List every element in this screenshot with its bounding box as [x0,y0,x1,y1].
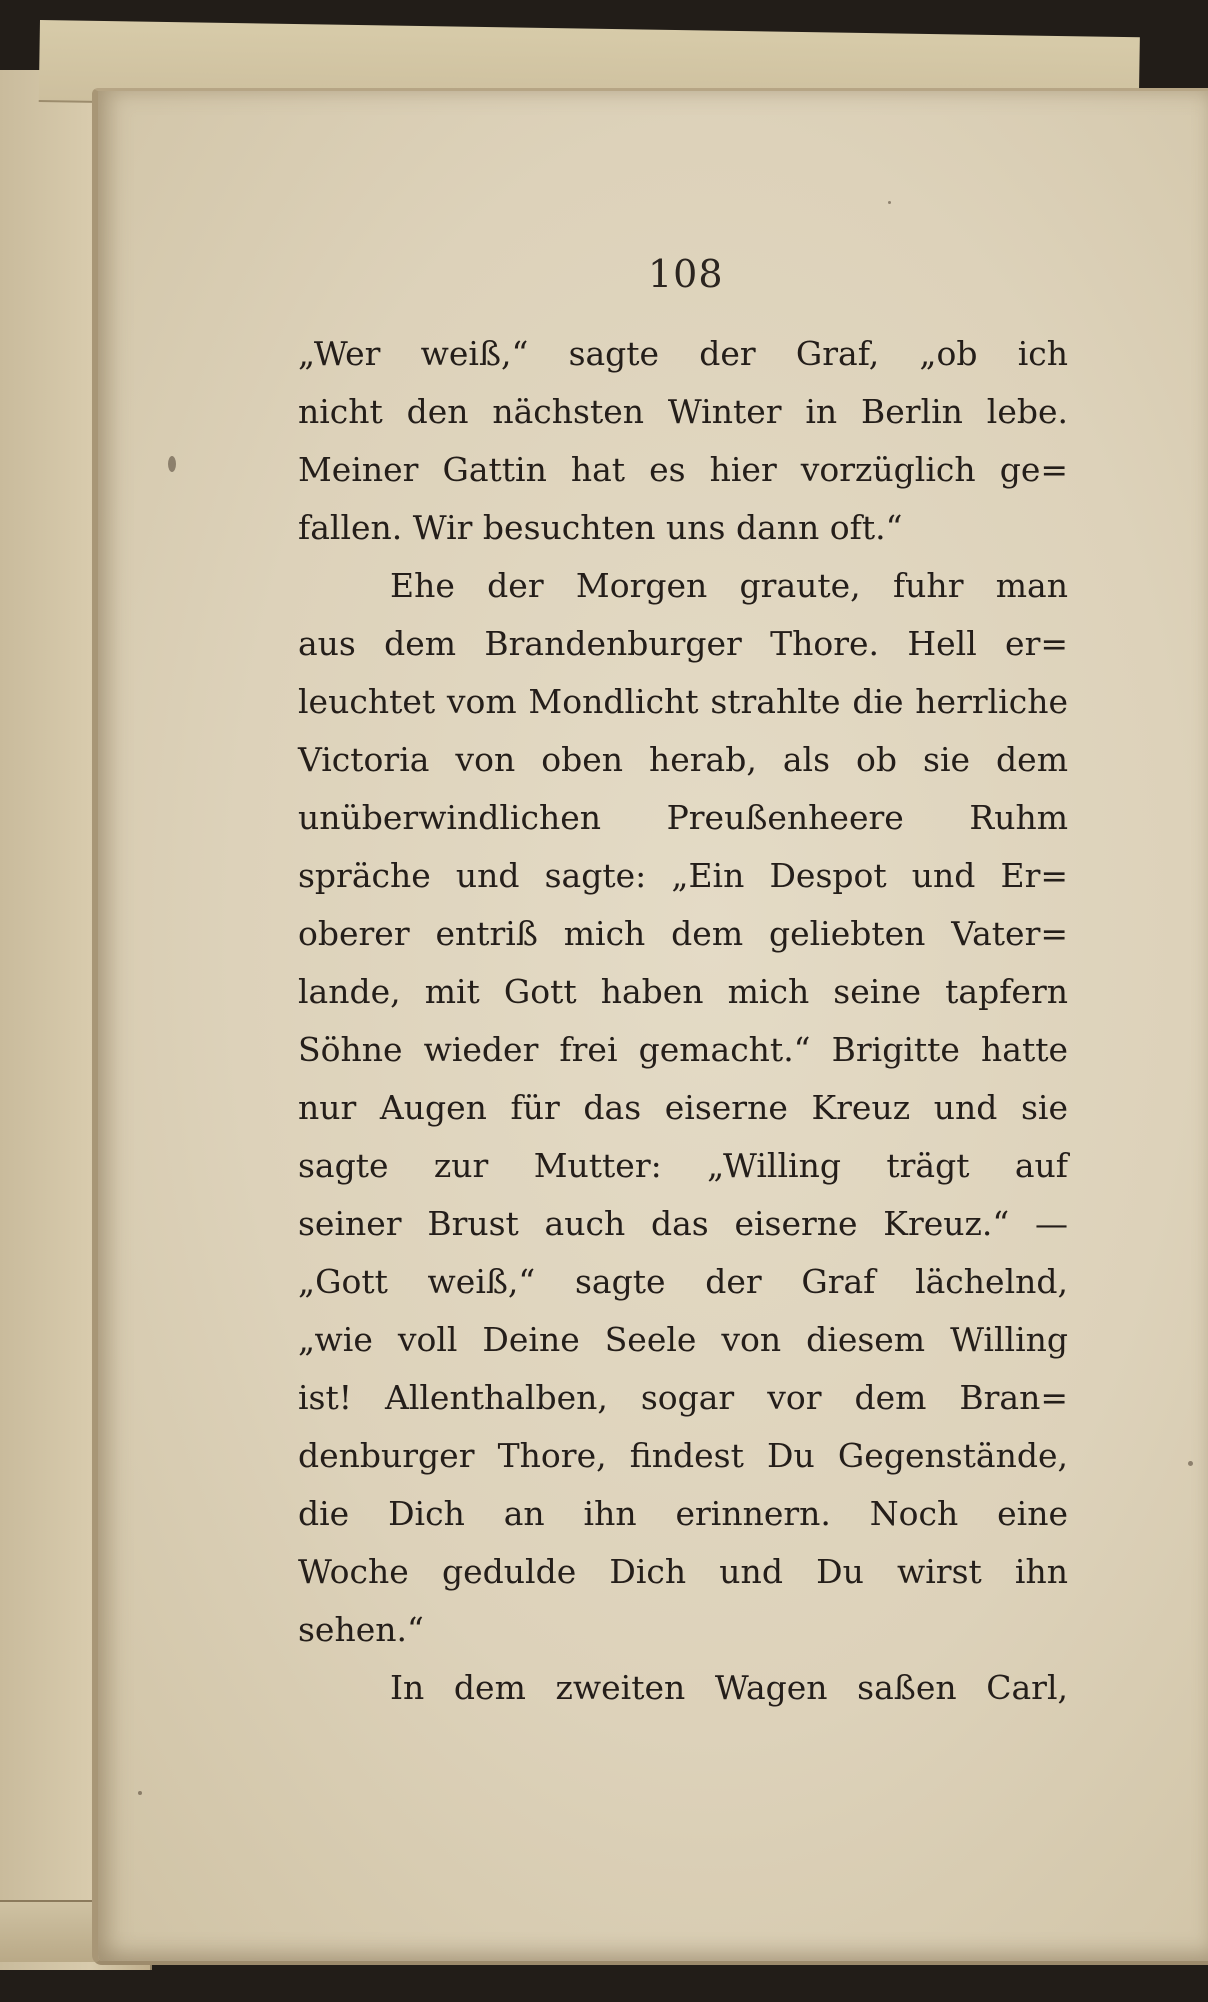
text-line: nur Augen für das eiserne Kreuz und sie [298,1088,1068,1127]
page-number: 108 [648,252,724,296]
text-line: lande, mit Gott haben mich seine tapfern [298,972,1068,1011]
text-line: denburger Thore, findest Du Gegenstände, [298,1436,1068,1475]
text-line: In dem zweiten Wagen saßen Carl, [390,1668,1068,1707]
paper-speck [168,456,176,472]
text-line: unüberwindlichen Preußenheere Ruhm [298,798,1068,837]
text-line: sagte zur Mutter: „Willing trägt auf [298,1146,1068,1185]
paper-speck [138,1791,142,1795]
text-line: seiner Brust auch das eiserne Kreuz.“ — [298,1204,1068,1243]
text-line: Meiner Gattin hat es hier vorzüglich ge= [298,450,1068,489]
text-line: sehen.“ [298,1610,424,1649]
text-line: leuchtet vom Mondlicht strahlte die herrliche [298,682,1068,721]
paper-speck [888,201,891,204]
text-line: Victoria von oben herab, als ob sie dem [298,740,1068,779]
text-line: aus dem Brandenburger Thore. Hell er= [298,624,1068,663]
text-line: Ehe der Morgen graute, fuhr man [390,566,1068,605]
text-line: „wie voll Deine Seele von diesem Willing [298,1320,1068,1359]
body-text [298,325,1068,1717]
text-line: oberer entriß mich dem geliebten Vater= [298,914,1068,953]
text-line: nicht den nächsten Winter in Berlin lebe. [298,392,1068,431]
text-line: „Wer weiß,“ sagte der Graf, „ob ich [298,334,1068,373]
text-line: die Dich an ihn erinnern. Noch eine [298,1494,1068,1533]
text-line: spräche und sagte: „Ein Despot und Er= [298,856,1068,895]
text-line: ist! Allenthalben, sogar vor dem Bran= [298,1378,1068,1417]
text-line: „Gott weiß,“ sagte der Graf lächelnd, [298,1262,1068,1301]
text-line: Söhne wieder frei gemacht.“ Brigitte hatte [298,1030,1068,1069]
paper-speck [1188,1461,1193,1466]
text-line: Woche gedulde Dich und Du wirst ihn [298,1552,1068,1591]
text-line: fallen. Wir besuchten uns dann oft.“ [298,508,903,547]
